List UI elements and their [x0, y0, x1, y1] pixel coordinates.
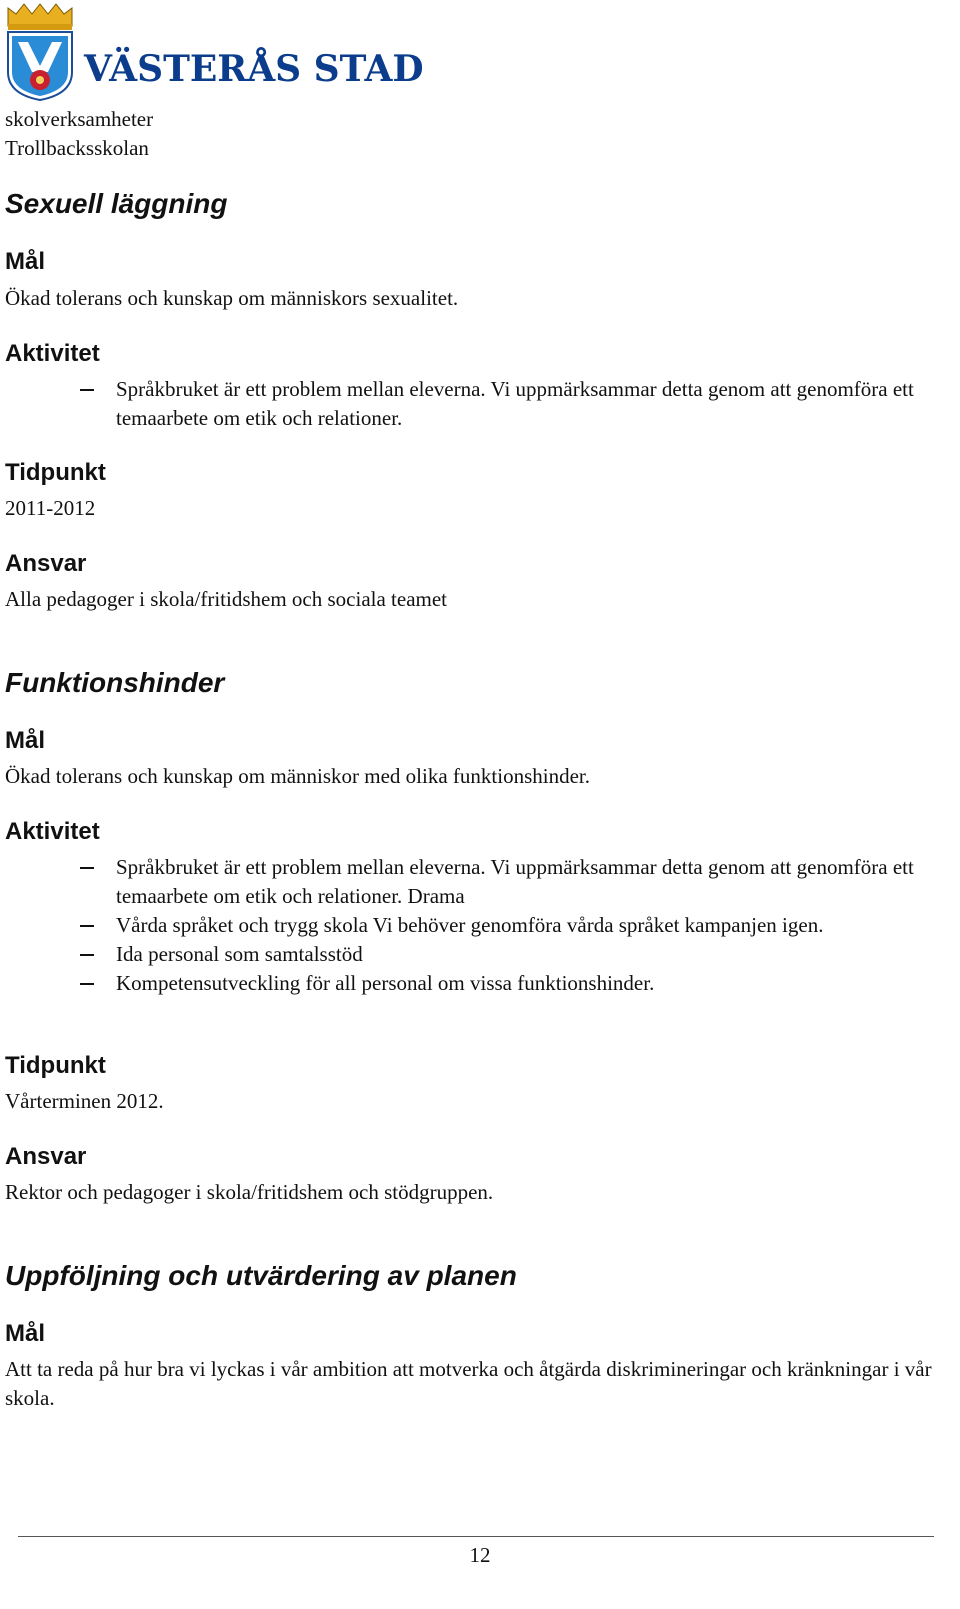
ansvar-text: Alla pedagoger i skola/fritidshem och sociala teamet: [5, 587, 448, 611]
section-title: Funktionshinder: [5, 667, 225, 698]
mal-text: Att ta reda på hur bra vi lyckas i vår ambition att motverka och åtgärda diskrimineringar och kränkningar i vår skola.: [5, 1357, 932, 1410]
section-title: Uppföljning och utvärdering av planen: [5, 1260, 517, 1291]
page-number: 12: [469, 1543, 491, 1567]
org-line: skolverksamheter: [5, 107, 154, 131]
tidpunkt-text: 2011-2012: [5, 496, 96, 520]
ansvar-heading: Ansvar: [5, 1143, 87, 1170]
tidpunkt-heading: Tidpunkt: [5, 1052, 106, 1079]
mal-text: Ökad tolerans och kunskap om människors sexualitet.: [5, 286, 459, 310]
mal-text: Ökad tolerans och kunskap om människor med olika funktionshinder.: [5, 764, 590, 788]
aktivitet-heading: Aktivitet: [5, 818, 100, 845]
ansvar-text: Rektor och pedagoger i skola/fritidshem och stödgruppen.: [5, 1180, 494, 1204]
list-item: Språkbruket är ett problem mellan eleverna. Vi uppmärksammar detta genom att genomföra ett temaarbete om etik och relationer.: [78, 375, 938, 433]
tidpunkt-heading: Tidpunkt: [5, 459, 106, 486]
list-item: Vårda språket och trygg skola Vi behöver genomföra vårda språket kampanjen igen.: [78, 911, 938, 940]
mal-heading: Mål: [5, 1320, 46, 1347]
aktivitet-list: [78, 853, 938, 998]
org-line: Trollbacksskolan: [5, 136, 149, 160]
mal-heading: Mål: [5, 248, 46, 275]
brand-name: VÄSTERÅS STAD: [84, 48, 424, 90]
aktivitet-list: [78, 375, 938, 433]
organization-lines: [5, 105, 153, 163]
list-item: Ida personal som samtalsstöd: [78, 940, 938, 969]
footer-divider: [18, 1536, 934, 1537]
vasteras-stad-logo: [4, 2, 424, 102]
mal-heading: Mål: [5, 727, 46, 754]
ansvar-heading: Ansvar: [5, 550, 87, 577]
list-item: Kompetensutveckling för all personal om vissa funktionshinder.: [78, 969, 938, 998]
aktivitet-heading: Aktivitet: [5, 340, 100, 367]
section-title: Sexuell läggning: [5, 188, 228, 219]
list-item: Språkbruket är ett problem mellan eleverna. Vi uppmärksammar detta genom att genomföra ett temaarbete om etik och relationer. Drama: [78, 853, 938, 911]
tidpunkt-text: Vårterminen 2012.: [5, 1089, 164, 1113]
